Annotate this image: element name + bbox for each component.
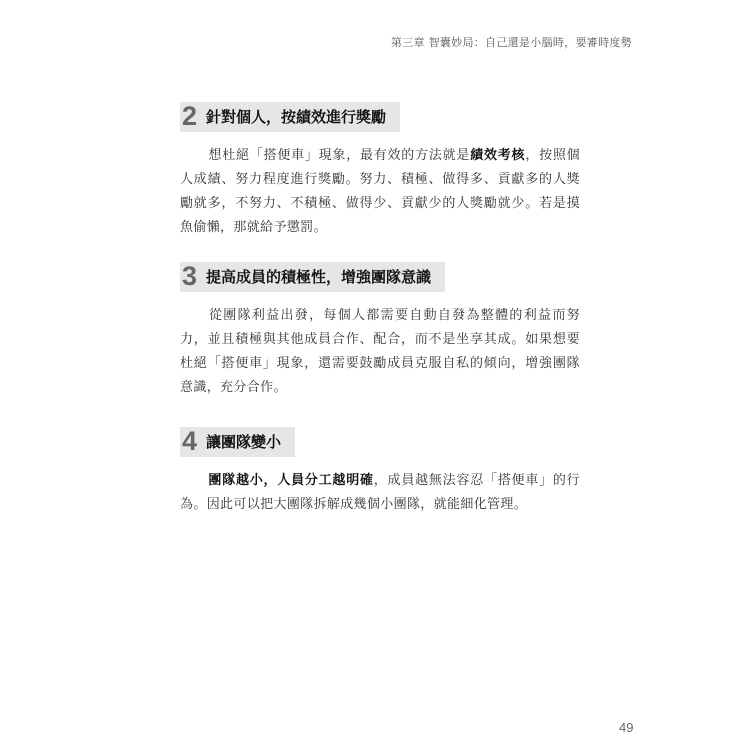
body-text: ，成員越無法容忍「搭便車」的行為。因此可以把大團隊拆解成幾個小團隊，就能細化管理。 bbox=[180, 473, 580, 512]
page-number: 49 bbox=[619, 720, 634, 735]
section-number: 2 bbox=[182, 101, 198, 131]
body-emphasis: 團隊越小，人員分工越明確 bbox=[208, 473, 374, 488]
section-number: 4 bbox=[182, 426, 198, 456]
section-heading bbox=[180, 262, 445, 292]
section-title: 讓團隊變小 bbox=[206, 433, 282, 451]
section-body bbox=[180, 304, 580, 400]
section-heading bbox=[180, 102, 400, 132]
section-body bbox=[180, 469, 580, 517]
section-3 bbox=[180, 262, 580, 400]
section-2 bbox=[180, 102, 580, 240]
section-body bbox=[180, 144, 580, 240]
section-title: 針對個人，按績效進行獎勵 bbox=[206, 108, 387, 126]
section-number: 3 bbox=[182, 261, 198, 291]
running-header: 第三章 智囊妙局：自己還是小腦時，要審時度勢 bbox=[390, 36, 632, 49]
section-title: 提高成員的積極性，增強團隊意識 bbox=[206, 268, 432, 286]
section-heading bbox=[180, 427, 295, 457]
body-text: 從團隊利益出發，每個人都需要自動自發為整體的利益而努力，並且積極與其他成員合作、配合，而不是坐享其成。如果想要杜絕「搭便車」現象，還需要鼓勵成員克服自私的傾向，增強團隊意識，充分合作。 bbox=[180, 308, 580, 395]
section-4 bbox=[180, 427, 580, 517]
body-text: 想杜絕「搭便車」現象，最有效的方法就是 bbox=[208, 148, 471, 163]
body-text: ，按照個人成績、努力程度進行獎勵。努力、積極、做得多、貢獻多的人獎勵就多，不努力、不積極、做得少、貢獻少的人獎勵就少。若是摸魚偷懶，那就給予懲罰。 bbox=[180, 148, 580, 235]
body-emphasis: 績效考核 bbox=[470, 148, 526, 163]
